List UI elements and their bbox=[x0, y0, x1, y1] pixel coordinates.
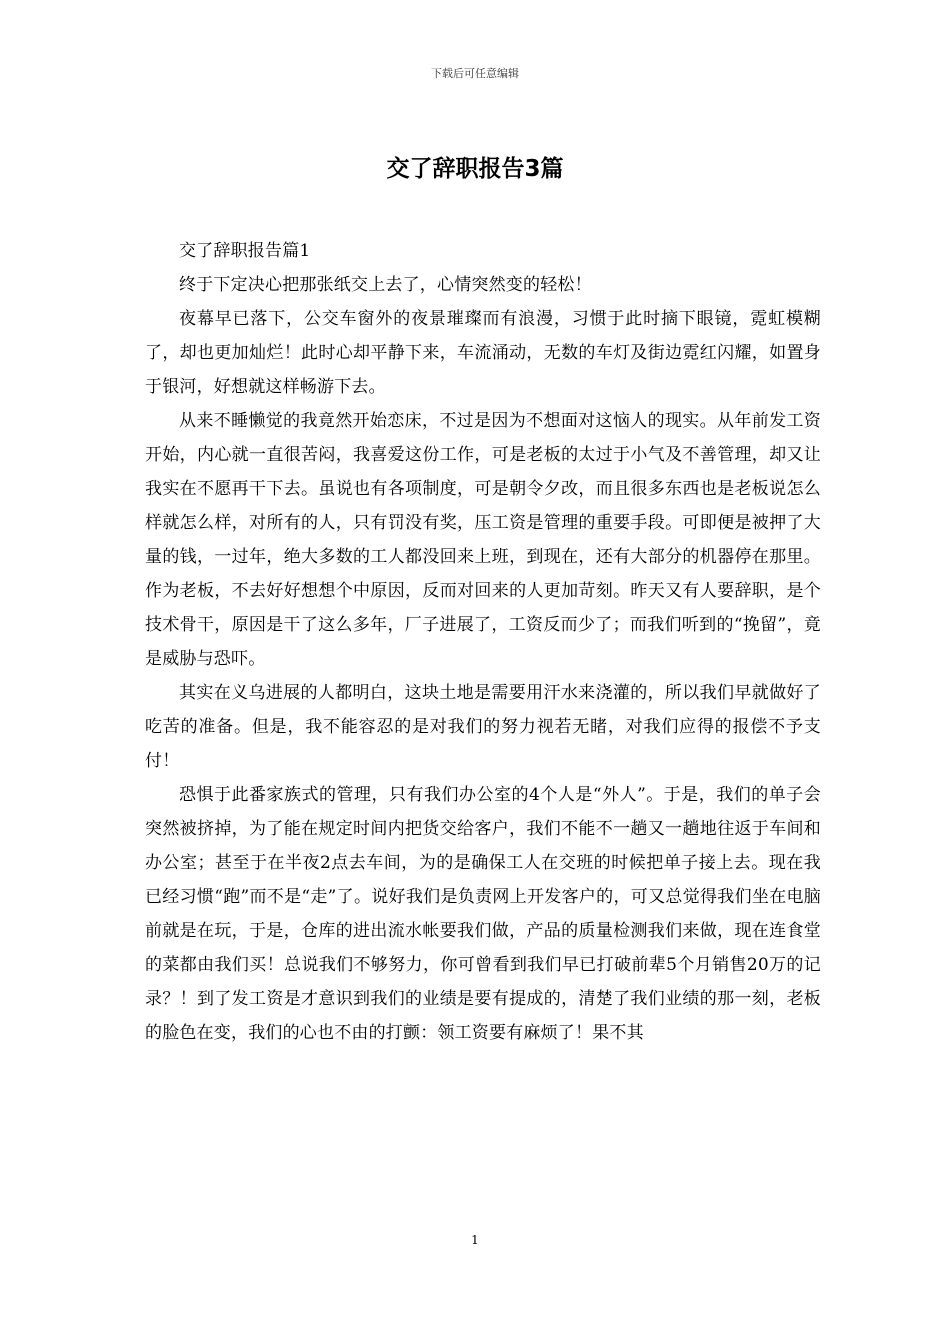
paragraph: 从来不睡懒觉的我竟然开始恋床，不过是因为不想面对这恼人的现实。从年前发工资开始，内心就一直很苦闷，我喜爱这份工作，可是老板的太过于小气及不善管理，却又让我实在不愿再干下去。虽说也有各项制度，可是朝令夕改，而且很多东西也是老板说怎么样就怎么样，对所有的人，只有罚没有奖，压工资是管理的重要手段。可即便是被押了大量的钱，一过年，绝大多数的工人都没回来上班，到现在，还有大部分的机器停在那里。作为老板，不去好好想想个中原因，反而对回来的人更加苛刻。昨天又有人要辞职，是个技术骨干，原因是干了这么多年，厂子进展了，工资反而少了；而我们听到的“挽留”，竟是威胁与恐吓。 bbox=[145, 411, 821, 669]
paragraph: 终于下定决心把那张纸交上去了，心情突然变的轻松！ bbox=[179, 275, 592, 295]
paragraph: 恐惧于此番家族式的管理，只有我们办公室的4个人是“外人”。于是，我们的单子会突然被挤掉，为了能在规定时间内把货交给客户，我们不能不一趟又一趟地往返于车间和办公室；甚至于在半夜2点去车间，为的是确保工人在交班的时候把单子接上去。现在我已经习惯“跑”而不是“走”了。说好我们是负责网上开发客户的，可又总觉得我们坐在电脑前就是在玩，于是，仓库的进出流水帐要我们做，产品的质量检测我们来做，现在连食堂的菜都由我们买！总说我们不够努力，你可曾看到我们早已打破前辈5个月销售20万的记录？！到了发工资是才意识到我们的业绩是要有提成的，清楚了我们业绩的那一刻，老板的脸色在变，我们的心也不由的打颤：领工资要有麻烦了！果不其 bbox=[145, 785, 821, 1043]
page-number: 1 bbox=[471, 1233, 479, 1247]
paragraph: 其实在义乌进展的人都明白，这块土地是需要用汗水来浇灌的，所以我们早就做好了吃苦的准备。但是，我不能容忍的是对我们的努力视若无睹，对我们应得的报偿不予支付！ bbox=[145, 683, 821, 771]
section-heading: 交了辞职报告篇1 bbox=[179, 241, 311, 261]
header-note: 下载后可任意编辑 bbox=[431, 67, 519, 80]
paragraph: 夜幕早已落下，公交车窗外的夜景璀璨而有浪漫，习惯于此时摘下眼镜，霓虹模糊了，却也更加灿烂！此时心却平静下来，车流涌动，无数的车灯及街边霓红闪耀，如置身于银河，好想就这样畅游下去。 bbox=[145, 309, 821, 397]
document-body bbox=[145, 234, 821, 1050]
document-title: 交了辞职报告3篇 bbox=[386, 156, 564, 182]
